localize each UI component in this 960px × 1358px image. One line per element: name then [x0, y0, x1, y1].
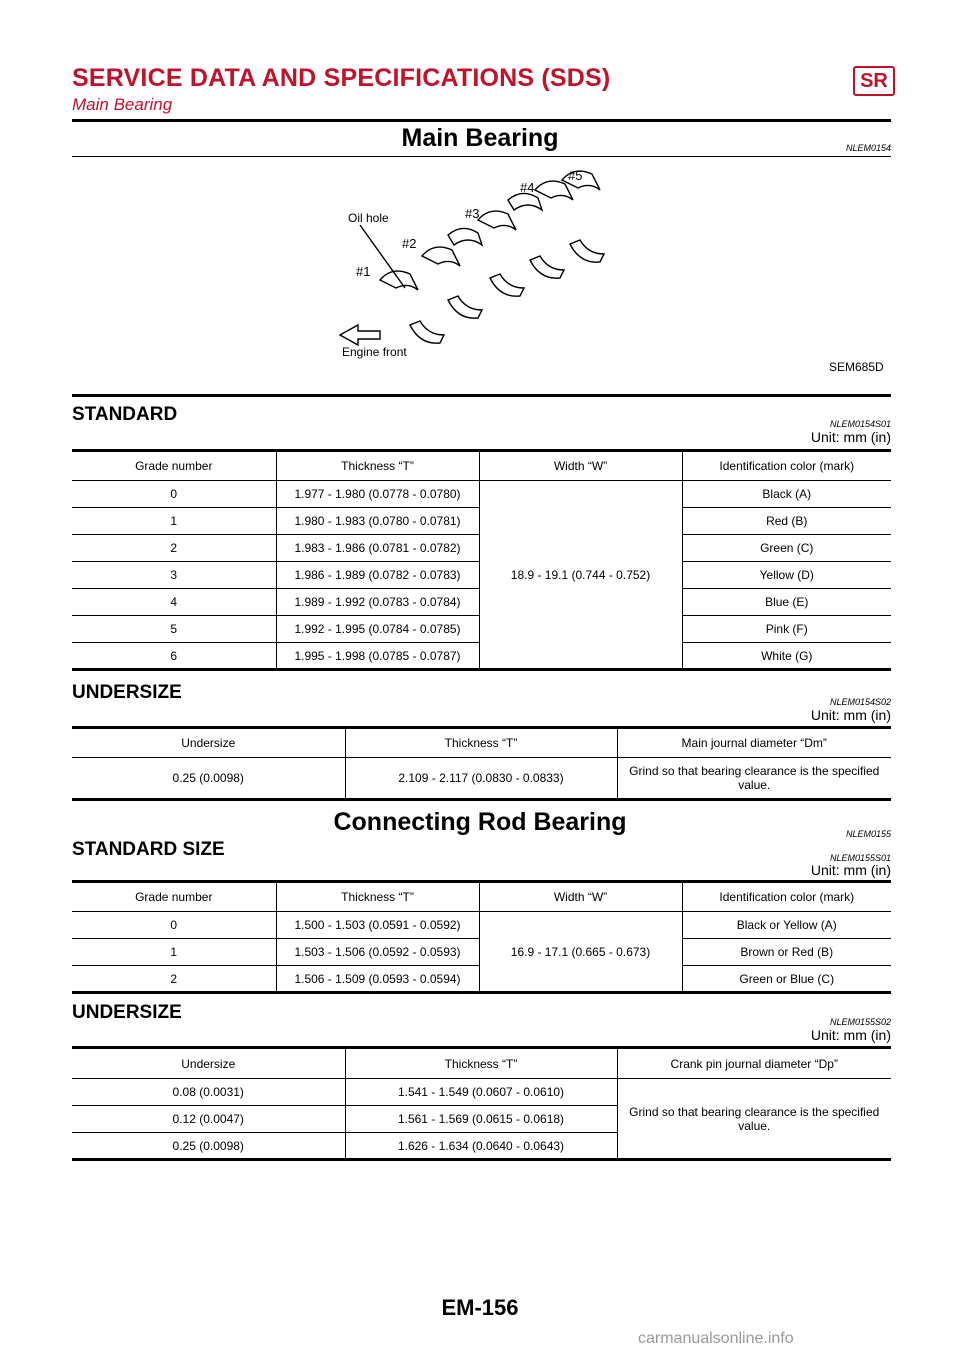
- oil-hole-label: Oil hole: [348, 211, 389, 225]
- con-rod-undersize-code: NLEM0155S02: [829, 1017, 891, 1027]
- header-subtitle: Main Bearing: [72, 95, 173, 114]
- color-cell: Black (A): [682, 481, 891, 508]
- standard-size-unit: Unit: mm (in): [810, 862, 891, 878]
- diameter-cell: Grind so that bearing clearance is the specified value.: [617, 1079, 891, 1160]
- width-cell: 18.9 - 19.1 (0.744 - 0.752): [479, 481, 682, 670]
- main-bearing-diagram: [330, 160, 630, 370]
- con-rod-bearing-code: NLEM0155: [845, 829, 891, 839]
- figure-divider: [72, 394, 891, 397]
- grade-cell: 0: [72, 481, 276, 508]
- column-header: Grade number: [72, 882, 276, 912]
- column-header: Undersize: [72, 728, 345, 758]
- column-header: Crank pin journal diameter “Dp”: [617, 1048, 891, 1079]
- engine-front-label: Engine front: [342, 345, 407, 359]
- table-row: [72, 912, 891, 939]
- thickness-cell: 2.109 - 2.117 (0.0830 - 0.0833): [345, 758, 617, 800]
- column-header: Undersize: [72, 1048, 345, 1079]
- color-cell: Pink (F): [682, 616, 891, 643]
- column-header: Width “W”: [479, 451, 682, 481]
- column-header: Thickness “T”: [345, 728, 617, 758]
- column-header: Thickness “T”: [276, 882, 479, 912]
- title-underline: [72, 156, 891, 157]
- column-header: Thickness “T”: [276, 451, 479, 481]
- thickness-cell: 1.561 - 1.569 (0.0615 - 0.0618): [345, 1106, 617, 1133]
- thickness-cell: 1.986 - 1.989 (0.0782 - 0.0783): [276, 562, 479, 589]
- thickness-cell: 1.500 - 1.503 (0.0591 - 0.0592): [276, 912, 479, 939]
- bearing-3-label: #3: [465, 206, 480, 221]
- undersize-cell: 0.08 (0.0031): [72, 1079, 345, 1106]
- color-cell: Green or Blue (C): [682, 966, 891, 993]
- thickness-cell: 1.626 - 1.634 (0.0640 - 0.0643): [345, 1133, 617, 1160]
- table-row: [72, 481, 891, 508]
- grade-cell: 4: [72, 589, 276, 616]
- column-header: Thickness “T”: [345, 1048, 617, 1079]
- standard-size-heading: STANDARD SIZE: [72, 839, 225, 860]
- color-cell: Yellow (D): [682, 562, 891, 589]
- color-cell: Black or Yellow (A): [682, 912, 891, 939]
- thickness-cell: 1.980 - 1.983 (0.0780 - 0.0781): [276, 508, 479, 535]
- bearing-4-label: #4: [520, 180, 535, 195]
- thickness-cell: 1.995 - 1.998 (0.0785 - 0.0787): [276, 643, 479, 670]
- engine-front-arrow-icon: [340, 325, 380, 345]
- con-rod-standard-table: [72, 880, 891, 994]
- column-header: Main journal diameter “Dm”: [617, 728, 891, 758]
- thickness-cell: 1.983 - 1.986 (0.0781 - 0.0782): [276, 535, 479, 562]
- thickness-cell: 1.992 - 1.995 (0.0784 - 0.0785): [276, 616, 479, 643]
- con-rod-undersize-heading: UNDERSIZE: [72, 1002, 182, 1023]
- main-bearing-code: NLEM0154: [845, 143, 891, 153]
- main-bearing-title: Main Bearing: [401, 124, 559, 152]
- header-title: SERVICE DATA AND SPECIFICATIONS (SDS): [72, 64, 611, 92]
- main-bearing-standard-table: [72, 449, 891, 671]
- table-row: [72, 758, 891, 800]
- bearing-1-label: #1: [356, 264, 371, 279]
- upper-bearing-shells: [380, 171, 600, 290]
- grade-cell: 0: [72, 912, 276, 939]
- grade-cell: 5: [72, 616, 276, 643]
- grade-cell: 6: [72, 643, 276, 670]
- watermark: carmanualsonline.info: [638, 1330, 794, 1347]
- con-rod-bearing-title: Connecting Rod Bearing: [333, 808, 627, 836]
- undersize-cell: 0.25 (0.0098): [72, 758, 345, 800]
- grade-cell: 2: [72, 535, 276, 562]
- undersize-heading: UNDERSIZE: [72, 682, 182, 703]
- section-badge: SR: [853, 66, 895, 96]
- con-rod-undersize-table: [72, 1046, 891, 1161]
- grade-cell: 1: [72, 508, 276, 535]
- grade-cell: 3: [72, 562, 276, 589]
- undersize-cell: 0.12 (0.0047): [72, 1106, 345, 1133]
- color-cell: Red (B): [682, 508, 891, 535]
- width-cell: 16.9 - 17.1 (0.665 - 0.673): [479, 912, 682, 993]
- thickness-cell: 1.541 - 1.549 (0.0607 - 0.0610): [345, 1079, 617, 1106]
- table-row: [72, 1079, 891, 1106]
- color-cell: White (G): [682, 643, 891, 670]
- undersize-unit: Unit: mm (in): [810, 707, 891, 723]
- color-cell: Blue (E): [682, 589, 891, 616]
- standard-size-code: NLEM0155S01: [829, 853, 891, 863]
- grade-cell: 1: [72, 939, 276, 966]
- con-rod-undersize-unit: Unit: mm (in): [810, 1027, 891, 1043]
- color-cell: Brown or Red (B): [682, 939, 891, 966]
- column-header: Grade number: [72, 451, 276, 481]
- column-header: Identification color (mark): [682, 451, 891, 481]
- undersize-code: NLEM0154S02: [829, 697, 891, 707]
- thickness-cell: 1.503 - 1.506 (0.0592 - 0.0593): [276, 939, 479, 966]
- column-header: Identification color (mark): [682, 882, 891, 912]
- thickness-cell: 1.506 - 1.509 (0.0593 - 0.0594): [276, 966, 479, 993]
- diameter-cell: Grind so that bearing clearance is the specified value.: [617, 758, 891, 800]
- standard-code: NLEM0154S01: [829, 419, 891, 429]
- bearing-5-label: #5: [568, 168, 583, 183]
- undersize-cell: 0.25 (0.0098): [72, 1133, 345, 1160]
- column-header: Width “W”: [479, 882, 682, 912]
- page-number: EM-156: [441, 1295, 519, 1320]
- lower-bearing-shells: [410, 240, 604, 343]
- grade-cell: 2: [72, 966, 276, 993]
- standard-unit: Unit: mm (in): [810, 429, 891, 445]
- color-cell: Green (C): [682, 535, 891, 562]
- bearing-2-label: #2: [402, 236, 417, 251]
- thickness-cell: 1.977 - 1.980 (0.0778 - 0.0780): [276, 481, 479, 508]
- thickness-cell: 1.989 - 1.992 (0.0783 - 0.0784): [276, 589, 479, 616]
- figure-id: SEM685D: [829, 360, 884, 374]
- standard-heading: STANDARD: [72, 404, 178, 425]
- main-bearing-undersize-table: [72, 726, 891, 801]
- header-divider: [72, 119, 891, 122]
